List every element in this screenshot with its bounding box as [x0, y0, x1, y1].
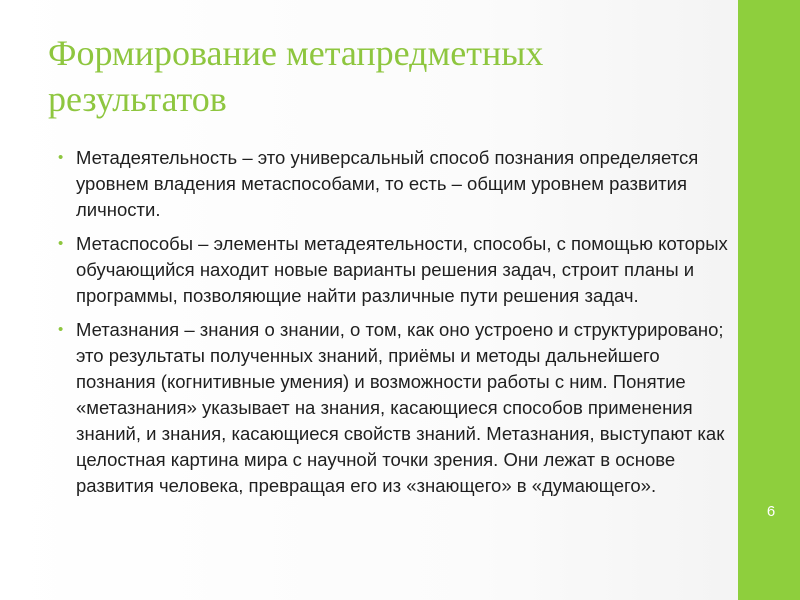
bullet-item — [58, 317, 728, 499]
bullet-dot-icon: • — [58, 235, 64, 252]
bullet-dot-icon: • — [58, 321, 64, 338]
bullet-text: Метазнания – знания о знании, о том, как оно устроено и структурировано; это результаты полученных знаний, приёмы и методы дальнейшего познания (когнитивные умения) и возможности работы с ним. Понятие «метазнания» указывает на знания, касающиеся способов применения знаний, и знания, касающиеся свойств знаний. Метазнания, выступают как целостная картина мира с научной точки зрения. Они лежат в основе развития человека, превращая его из «знающего» в «думающего». — [76, 319, 725, 496]
bullet-item — [58, 145, 728, 223]
bullet-list — [58, 145, 728, 507]
bullet-text: Метаспособы – элементы метадеятельности, способы, с помощью которых обучающийся находит новые варианты решения задач, строит планы и программы, позволяющие найти различные пути решения задач. — [76, 233, 728, 306]
slide-number: 6 — [766, 503, 776, 520]
bullet-text: Метадеятельность – это универсальный способ познания определяется уровнем владения метаспособами, то есть – общим уровнем развития личности. — [76, 147, 699, 220]
slide-title: Формирование метапредметных результатов — [48, 33, 544, 119]
bullet-item — [58, 231, 728, 309]
bullet-dot-icon: • — [58, 149, 64, 166]
